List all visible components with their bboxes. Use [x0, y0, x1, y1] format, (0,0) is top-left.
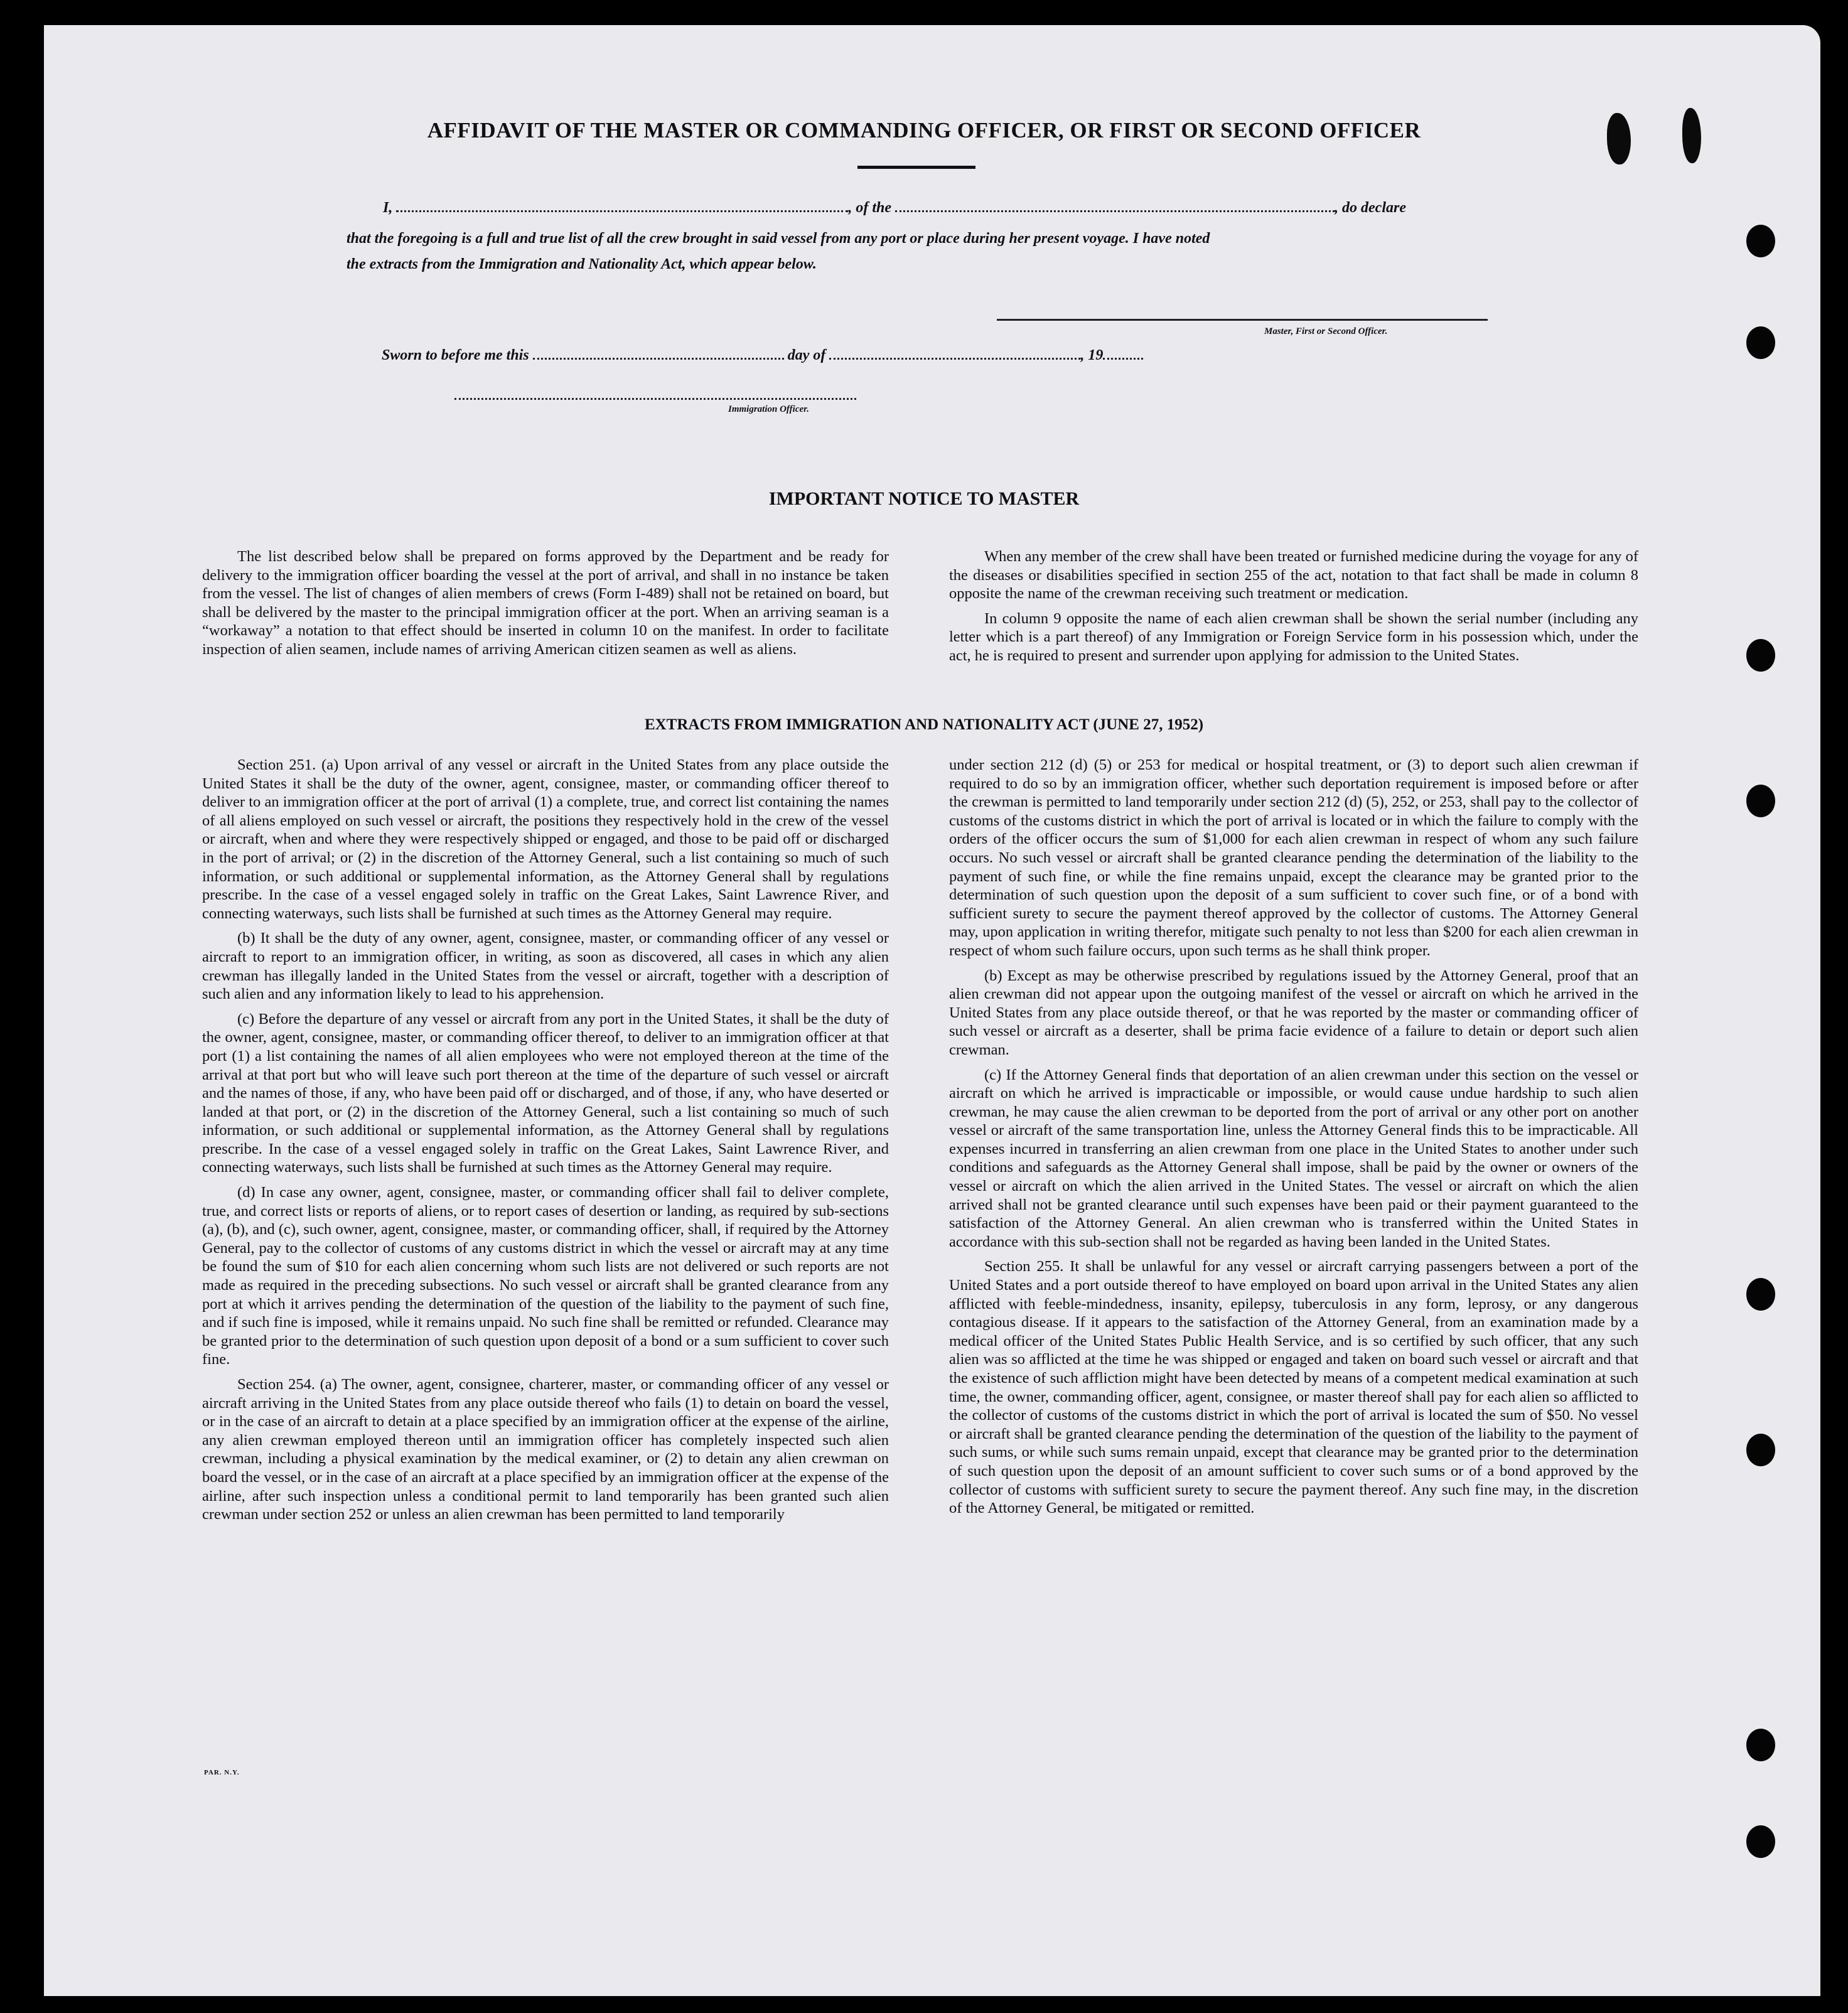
- sworn-label: Sworn to before me this: [382, 347, 529, 363]
- affidavit-line1: [383, 200, 1488, 217]
- name-blank[interactable]: [396, 209, 848, 212]
- section-254-a-cont: under section 212 (d) (5) or 253 for medical or hospital treatment, or (3) to deport such alien crewman if required to do so by an immigration officer, whether such deportation requirement is imposed before or after the crewman is permitted to land temporarily under section 212 (d) (5), 252, or 253, shall pay to the collector of customs of the customs district in which the port of arrival is located or in which the failure to comply with the orders of the officer occurs the sum of $1,000 for each alien crewman in respect of whom any such failure occurs. No such vessel or aircraft shall be granted clearance pending the determination of the liability to the payment of such fine, or while the fine remains unpaid, except the clearance may be granted prior to the determination of such question upon the deposit of a sum sufficient to cover such fine, or of a bond with sufficient surety to secure the payment thereof approved by the collector of customs. The Attorney General may, upon application in writing therefor, mitigate such penalty to not less than $200 for each alien crewman in respect of whom such failure occurs, upon such terms as he shall think proper.: [949, 756, 1638, 959]
- sworn-line: [382, 347, 1143, 364]
- affidavit-title: AFFIDAVIT OF THE MASTER OR COMMANDING OFFICER, OR FIRST OR SECOND OFFICER: [427, 118, 1421, 142]
- punch-hole: [1746, 1434, 1775, 1466]
- year-label: , 19: [1080, 347, 1104, 363]
- section-251-b: (b) It shall be the duty of any owner, agent, consignee, master, or commanding officer of any vessel or aircraft to report to an immigration officer, in writing, as soon as discovered, all cases in which any alien crewman has illegally landed in the United States from the vessel or aircraft, together with a description of such alien and any information likely to lead to his apprehension.: [202, 930, 889, 1003]
- master-signature-label: Master, First or Second Officer.: [1264, 326, 1388, 336]
- section-251-a: Section 251. (a) Upon arrival of any vessel or aircraft in the United States from any place outside the United States it shall be the duty of the owner, agent, consignee, master, or commanding officer thereof to deliver to an immigration officer at the port of arrival (1) a complete, true, and correct list containing the names of all aliens employed on such vessel or aircraft, the positions they respectively hold in the crew of the vessel or aircraft, when and where they were respectively shipped or engaged, and those to be paid off or discharged in the port of arrival; or (2) in the discretion of the Attorney General, such a list containing so much of such information, or such additional or supplemental information, as the Attorney General shall by regulations prescribe. In the case of a vessel engaged solely in traffic on the Great Lakes, Saint Lawrence River, and connecting waterways, such lists shall be furnished at such times as the Attorney General may require.: [202, 756, 889, 922]
- extracts-title: EXTRACTS FROM IMMIGRATION AND NATIONALITY ACT (JUNE 27, 1952): [644, 716, 1204, 733]
- punch-hole: [1746, 785, 1775, 817]
- punch-hole: [1746, 1825, 1775, 1858]
- do-declare-label: , do declare: [1335, 200, 1406, 216]
- section-254-c: (c) If the Attorney General finds that deportation of an alien crewman under this section on the vessel or aircraft on which he arrived is impracticable or impossible, or would cause undue hardship to such alien crewman, he may cause the alien crewman to be deported from the port of arrival or any other port on another vessel or aircraft of the same transportation line, unless the Attorney General finds this to be impracticable. All expenses incurred in transferring an alien crewman from one place in the United States to another under such conditions and safeguards as the Attorney General shall impose, shall be paid by the owner or owners of the vessel or aircraft on which the alien arrived in the United States. The vessel or aircraft on which the alien arrived shall not be granted clearance until such expenses have been paid or their payment guaranteed to the satisfaction of the Attorney General. An alien crewman who is transferred within the United States in accordance with this sub-section shall not be regarded as having been landed in the United States.: [949, 1066, 1638, 1250]
- affidavit-line2: that the foregoing is a full and true list of all the crew brought in said vessel from any port or place during her present voyage. I have noted: [346, 230, 1210, 247]
- punch-hole: [1746, 326, 1775, 359]
- punch-hole: [1746, 225, 1775, 257]
- punch-hole: [1746, 639, 1775, 672]
- notice-left-text: The list described below shall be prepared on forms approved by the Department and be ready for delivery to the immigration officer boarding the vessel at the port of arrival, and shall in no instance be taken from the vessel. The list of changes of alien members of crews (Form I-489) shall not be retained on board, but shall be delivered by the master to the principal immigration officer at the port. When an arriving seaman is a “workaway” a notation to that effect should be inserted in column 10 on the manifest. In order to facilitate inspection of alien seamen, include names of arriving American citizen seamen as well as aliens.: [202, 548, 889, 658]
- i-label: I,: [383, 200, 393, 216]
- printer-mark: PAR. N.Y.: [204, 1769, 240, 1776]
- notice-left-column: [202, 547, 889, 665]
- officer-signature-label: Immigration Officer.: [728, 404, 809, 414]
- section-254-a: Section 254. (a) The owner, agent, consignee, charterer, master, or commanding officer of any vessel or aircraft arriving in the United States from any place outside thereof who fails (1) to detain on board the vessel, or in the case of an aircraft to detain at a place specified by an immigration officer at the expense of the airline, any alien crewman employed thereon until an immigration officer has completely inspected such alien crewman, including a physical examination by the medical examiner, or (2) to detain any alien crewman on board the vessel, or in the case of an aircraft at a place specified by an immigration officer at the expense of the airline, after such inspection unless a conditional permit to land temporarily has been granted such alien crewman under section 252 or unless an alien crewman has been permitted to land temporarily: [202, 1376, 889, 1523]
- title-rule: [857, 166, 975, 169]
- of-the-label: , of the: [848, 200, 892, 216]
- officer-signature-line[interactable]: [454, 398, 856, 400]
- section-254-b: (b) Except as may be otherwise prescribed by regulations issued by the Attorney General, proof that an alien crewman did not appear upon the outgoing manifest of the vessel or aircraft on which he arrived in the United States from any place outside thereof, or that he was reported by the master or commanding officer of such vessel or aircraft as a deserter, shall be prima facie evidence of a failure to detain or deport such alien crewman.: [949, 967, 1638, 1058]
- notice-right-text-1: When any member of the crew shall have been treated or furnished medicine during the voyage for any of the diseases or disabilities specified in section 255 of the act, notation to that fact shall be made in column 8 opposite the name of the crewman receiving such treatment or medication.: [949, 548, 1638, 603]
- affidavit-line3: the extracts from the Immigration and Nationality Act, which appear below.: [346, 256, 817, 272]
- year-blank[interactable]: [1103, 357, 1143, 360]
- section-255: Section 255. It shall be unlawful for any vessel or aircraft carrying passengers between a port of the United States and a port outside thereof to have employed on board upon arrival in the United States any alien afflicted with feeble-mindedness, insanity, epilepsy, tuberculosis in any form, leprosy, or any dangerous contagious disease. If it appears to the satisfaction of the Attorney General, from an examination made by a medical officer of the United States Public Health Service, and is so certified by such officer, that any such alien was so afflicted at the time he was shipped or engaged and taken on board such vessel or aircraft and that the existence of such affliction might have been detected by means of a competent medical examination at such time, the owner, commanding officer, agent, consignee, or master thereof shall pay for each alien so afflicted to the collector of customs of the customs district in which the port of arrival is located the sum of $50. No vessel or aircraft shall be granted clearance pending the determination of the question of the liability to the payment of such sums, or while such sums remain unpaid, except that clearance may be granted prior to the determination of such question upon the deposit of an amount sufficient to cover such sums or of a bond approved by the collector of customs with sufficient surety to secure the payment thereof. Any such fine may, in the discretion of the Attorney General, be mitigated or remitted.: [949, 1258, 1638, 1517]
- notice-right-text-2: In column 9 opposite the name of each alien crewman shall be shown the serial number (including any letter which is a part thereof) of any Immigration or Foreign Service form in his possession which, under the act, he is required to present and surrender upon applying for admission to the United States.: [949, 609, 1638, 664]
- day-of-label: day of: [787, 347, 826, 363]
- extracts-right-column: [949, 756, 1638, 1524]
- punch-hole: [1746, 1729, 1775, 1761]
- section-251-c: (c) Before the departure of any vessel or aircraft from any port in the United States, it shall be the duty of the owner, agent, consignee, master, or commanding officer thereof, to deliver to an immigration officer at that port (1) a list containing the names of all alien employees who were not employed thereon at the time of the arrival at that port but who will leave such port thereon at the time of the departure of such vessel or aircraft and the names of those, if any, who have been paid off or discharged, and of those, if any, who have deserted or landed at that port, or (2) in the discretion of the Attorney General, such a list containing so much of such information, or such additional or supplemental information, as the Attorney General shall by regulations prescribe. In the case of a vessel engaged solely in traffic on the Great Lakes, Saint Lawrence River, and connecting waterways, such lists shall be furnished at such times as the Attorney General may require.: [202, 1010, 889, 1176]
- sworn-day-blank[interactable]: [533, 357, 784, 360]
- notice-title: IMPORTANT NOTICE TO MASTER: [768, 488, 1080, 509]
- master-signature-line[interactable]: [997, 319, 1488, 321]
- notice-right-column: [949, 547, 1638, 672]
- punch-hole: [1746, 1278, 1775, 1311]
- section-251-d: (d) In case any owner, agent, consignee, master, or commanding officer shall fail to deliver complete, true, and correct lists or reports of aliens, or to report cases of desertion or landing, as required by sub-sections (a), (b), and (c), such owner, agent, consignee, master, or commanding officer, shall, if required by the Attorney General, pay to the collector of customs of any customs district in which the vessel or aircraft may at any time be found the sum of $10 for each alien concerning whom such lists are not delivered or such reports are not made as required in the preceding subsections. No such vessel or aircraft shall be granted clearance from any port at which it arrives pending the determination of the question of the liability to the payment of such fine, and if such fine is imposed, while it remains unpaid. No such fine shall be remitted or refunded. Clearance may be granted prior to the determination of such question upon deposit of a bond or a sum sufficient to cover such fine.: [202, 1184, 889, 1368]
- vessel-blank[interactable]: [895, 209, 1335, 212]
- sworn-month-blank[interactable]: [829, 357, 1080, 360]
- extracts-left-column: [202, 756, 889, 1530]
